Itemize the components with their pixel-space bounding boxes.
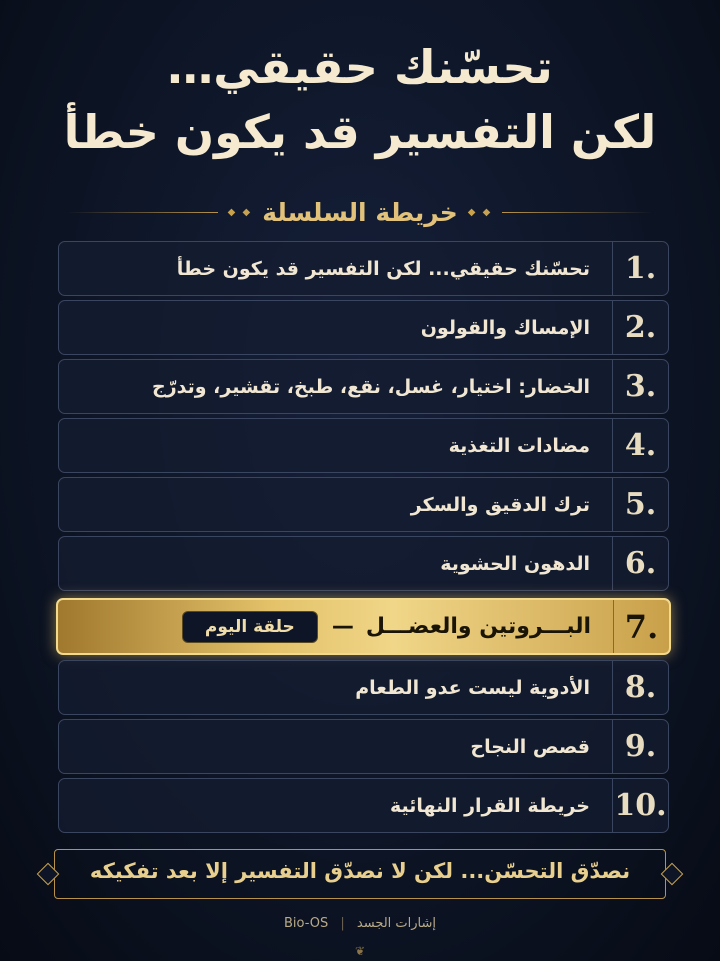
list-item-2[interactable] — [58, 300, 669, 355]
series-header-text: خريطة السلسلة — [262, 197, 458, 227]
footer-ornament-icon: ❦ — [354, 944, 366, 958]
item-dash: — — [331, 614, 354, 639]
item-number: 4. — [612, 419, 668, 472]
divider-left — [68, 212, 218, 213]
list-item-4[interactable] — [58, 418, 669, 473]
list-item-8[interactable] — [58, 660, 669, 715]
ornament-dots-left: ◆ ◆ — [227, 206, 253, 218]
item-label: البـــروتين والعضـــل — [365, 614, 591, 639]
today-episode-badge: حلقة اليوم — [182, 611, 318, 643]
series-header — [0, 190, 720, 234]
page-title-line-2: لكن التفسير قد يكون خطأ — [63, 105, 657, 159]
footer-brand: Bio-OS — [283, 916, 329, 931]
list-item-3[interactable] — [58, 359, 669, 414]
banner-text: نصدّق التحسّن... لكن لا نصدّق التفسير إلا بعد تفكيكه — [89, 859, 631, 883]
item-label: الدهون الحشوية — [440, 552, 590, 575]
page-title-line-1: تحسّنك حقيقي… — [167, 40, 553, 94]
item-label: الخضار: اختيار، غسل، نقع، طبخ، تقشير، وتدرّج — [152, 375, 590, 398]
item-label: قصص النجاح — [470, 735, 590, 758]
list-item-1[interactable] — [58, 241, 669, 296]
item-label: الإمساك والقولون — [420, 316, 590, 339]
item-number: 8. — [612, 661, 668, 714]
footer-separator: | — [340, 916, 345, 931]
item-number: 10. — [612, 779, 668, 832]
list-item-7-active[interactable] — [56, 598, 671, 655]
ornament-dots-right: ◆ ◆ — [467, 206, 493, 218]
item-number: 9. — [612, 720, 668, 773]
item-number: 1. — [612, 242, 668, 295]
item-label: تحسّنك حقيقي... لكن التفسير قد يكون خطأ — [176, 257, 590, 280]
list-item-6[interactable] — [58, 536, 669, 591]
list-item-10[interactable] — [58, 778, 669, 833]
item-label: خريطة القرار النهائية — [390, 794, 590, 817]
item-number: 3. — [612, 360, 668, 413]
item-number: 5. — [612, 478, 668, 531]
item-number: 7. — [613, 600, 669, 653]
list-item-9[interactable] — [58, 719, 669, 774]
item-number: 6. — [612, 537, 668, 590]
list-item-5[interactable] — [58, 477, 669, 532]
item-number: 2. — [612, 301, 668, 354]
quote-banner — [40, 843, 680, 905]
item-label: الأدوية ليست عدو الطعام — [355, 676, 590, 699]
footer — [0, 916, 720, 958]
item-label: مضادات التغذية — [448, 434, 590, 457]
divider-right — [502, 212, 652, 213]
footer-channel: إشارات الجسد — [356, 916, 437, 931]
item-label: ترك الدقيق والسكر — [410, 493, 590, 516]
